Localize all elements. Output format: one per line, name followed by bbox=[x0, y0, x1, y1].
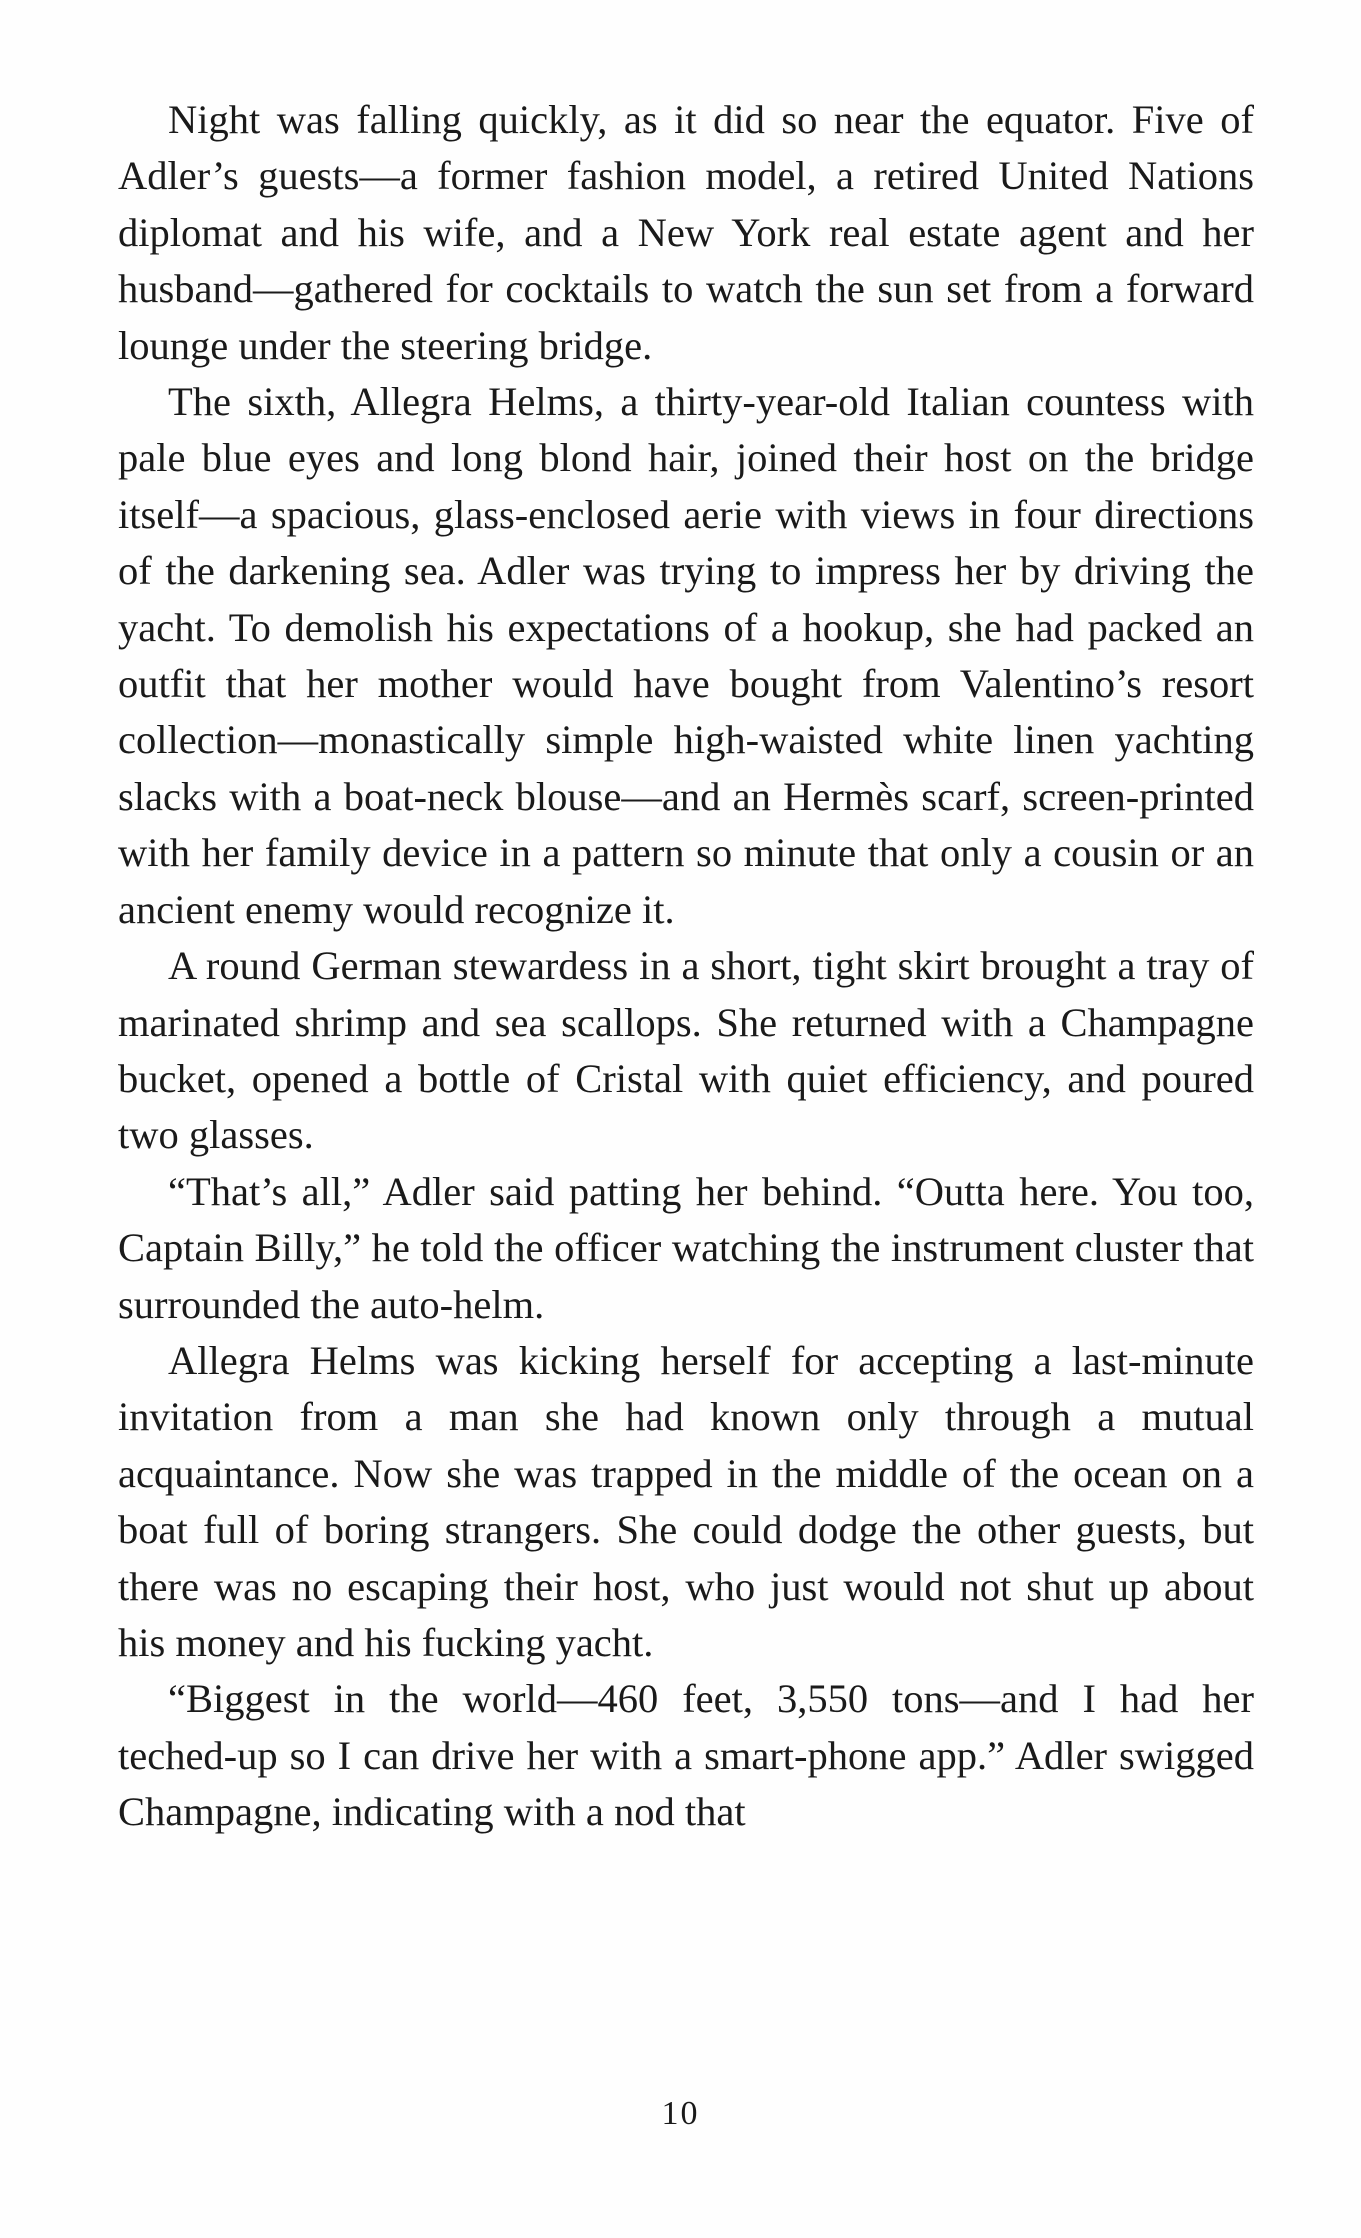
paragraph: A round German stewardess in a short, tight skirt brought a tray of marinated shrimp and sea scallops. She returned with a Champagne bucket, opened a bottle of Cristal with quiet efficiency, and poured two glasses. bbox=[118, 943, 1254, 1158]
paragraph: Night was falling quickly, as it did so near the equator. Five of Adler’s guests—a former fashion model, a retired United Nations diplomat and his wife, and a New York real estate agent and her husband—gathered for cocktails to watch the sun set from a forward lounge under the steering bridge. bbox=[118, 97, 1254, 368]
paragraph: “Biggest in the world—460 feet, 3,550 tons—and I had her teched-up so I can drive her with a smart-phone app.” Adler swigged Champagne, indicating with a nod that bbox=[118, 1676, 1254, 1835]
paragraph: The sixth, Allegra Helms, a thirty-year-old Italian countess with pale blue eyes and long blond hair, joined their host on the bridge itself—a spacious, glass-enclosed aerie with views in four directions of the darkening sea. Adler was trying to impress her by driving the yacht. To demolish his expectations of a hookup, she had packed an outfit that her mother would have bought from Valentino’s resort collection—monastically simple high-waisted white linen yachting slacks with a boat-neck blouse—and an Hermès scarf, screen-printed with her family device in a pattern so minute that only a cousin or an ancient enemy would recognize it. bbox=[118, 379, 1254, 932]
paragraph: “That’s all,” Adler said patting her behind. “Outta here. You too, Captain Billy,” he told the officer watching the instrument cluster that surrounded the auto-helm. bbox=[118, 1168, 1254, 1327]
paragraph: Allegra Helms was kicking herself for accepting a last-minute invitation from a man she had known only through a mutual acquaintance. Now she was trapped in the middle of the ocean on a boat full of boring strangers. She could dodge the other guests, but there was no escaping their host, who just would not shut up about his money and his fucking yacht. bbox=[118, 1337, 1254, 1665]
page-number: 10 bbox=[661, 2095, 700, 2132]
body-text bbox=[118, 92, 1254, 1841]
